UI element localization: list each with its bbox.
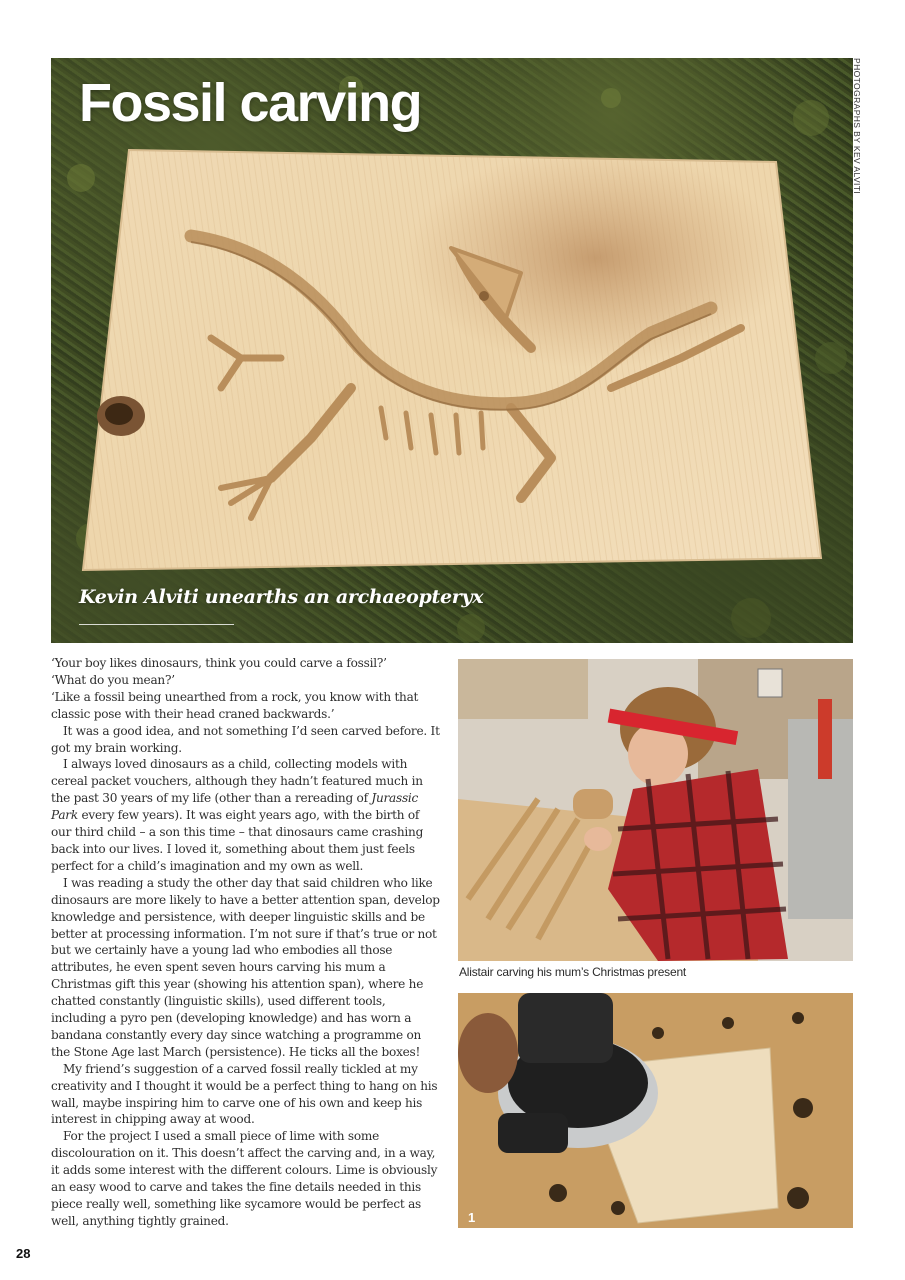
boy-carving-illustration <box>458 659 853 961</box>
paragraph: ‘Your boy likes dinosaurs, think you could carve a fossil?’ <box>51 656 387 670</box>
sander-illustration <box>458 993 853 1228</box>
paragraph: It was a good idea, and not something I’d seen carved before. It got my brain working. <box>51 723 440 755</box>
fossil-carving-photo <box>51 58 853 643</box>
photo-credit-text: PHOTOGRAPHS BY KEV ALVITI <box>852 58 862 195</box>
paragraph: I was reading a study the other day that said children who like dinosaurs are more likely to have a better attention span, develop knowledge and persistence, with deeper linguistic skills and be better at processing information. I’m not sure if that’s true or not but we certainly have a young lad who embodies all those attributes, he even spent seven hours carving his mum a Christmas gift this year (showing his attention span), where he chatted constantly (linguistic skills), used different tools, including a pyro pen (developing knowledge) and has worn a bandana constantly every day since watching a programme on the Stone Age last March (persistence). He ticks all the boxes! <box>51 875 440 1059</box>
paragraph: ‘Like a fossil being unearthed from a rock, you know with that classic pose with their head craned backwards.’ <box>51 689 419 721</box>
article-title: Fossil carving <box>79 73 422 133</box>
workshop-photo <box>458 659 853 961</box>
paragraph: ‘What do you mean?’ <box>51 672 175 687</box>
paragraph: My friend’s suggestion of a carved fossil really tickled at my creativity and I thought it would be a perfect thing to hang on his wall, maybe inspiring him to carve one of his own and keep his interest in chipping away at wood. <box>51 1061 438 1127</box>
page-number: 28 <box>16 1246 31 1261</box>
paragraph-text: every few years). It was eight years ago, with the birth of our third child – a son this time – that dinosaurs came crashing back into our lives. I loved it, something about them just feels perfect for a child’s imagination and my own as well. <box>51 808 424 873</box>
sanding-photo <box>458 993 853 1228</box>
photo-credit <box>849 58 863 198</box>
article-body <box>51 655 441 1230</box>
book-title: Jurassic Park <box>51 791 419 823</box>
photo-number: 1 <box>468 1210 476 1225</box>
paragraph: For the project I used a small piece of lime with some discolouration on it. This doesn’t affect the carving and, in a way, it adds some interest with the different colours. Lime is obviously an easy wood to carve and takes the fine details needed in this piece really well, something like sycamore would be perfect as well, anything tightly grained. <box>51 1129 438 1228</box>
photo-caption: Alistair carving his mum’s Christmas present <box>459 965 687 979</box>
subtitle-divider <box>79 624 234 625</box>
paragraph-text: I always loved dinosaurs as a child, collecting models with cereal packet vouchers, although they hadn’t featured much in the past 30 years of my life (other than a rereading of <box>51 757 423 806</box>
article-subtitle: Kevin Alviti unearths an archaeopteryx <box>79 586 484 608</box>
hero-image <box>51 58 853 643</box>
paragraph <box>51 756 441 874</box>
